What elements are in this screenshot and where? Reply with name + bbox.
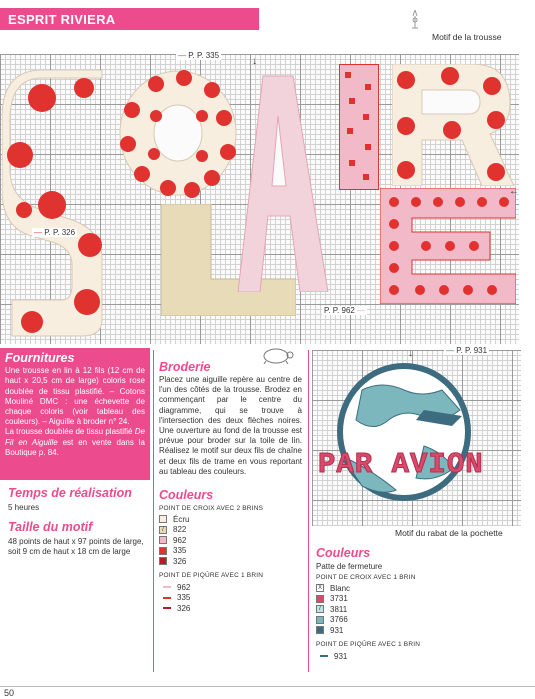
legend-row (159, 525, 189, 536)
legend-row (316, 583, 350, 594)
couleurs1-title: Couleurs (159, 488, 214, 502)
label-pp335: — P. P. 335 (178, 51, 220, 60)
legend-swatch (159, 536, 167, 544)
legend-label: 326 (177, 603, 191, 613)
legend-stitch (320, 655, 328, 657)
legend-stitch (163, 597, 171, 599)
legend-swatch (316, 626, 324, 634)
couleurs1-back-list (159, 582, 190, 614)
divider-1 (153, 350, 154, 672)
section-title: ESPRIT RIVIERA (8, 12, 116, 27)
legend-swatch (159, 515, 167, 523)
par-avion-text: PAR AVION (318, 448, 484, 481)
legend-swatch (316, 595, 324, 603)
legend-swatch: / (159, 526, 167, 534)
broderie-text: Placez une aiguille repère au centre de l'un des côtés de la trousse. Brodez en commençant par le centre du diagramme, qui se trouve à l'intersection des deux flèches noires. Une ouverture au fond de la trousse est prévue pour broder sur la toile de lin. Réalisez le motif sur deux fils de chaîne et deux fils de trame en vous reportant au tableau des couleurs. (159, 375, 302, 476)
legend-label: 822 (173, 525, 187, 535)
page-number: 50 (4, 688, 15, 698)
legend-label: 931 (334, 651, 348, 661)
legend-label: 962 (173, 535, 187, 545)
legend-row (159, 514, 189, 525)
legend-swatch (159, 557, 167, 565)
center-arrow-right-icon: ← (509, 186, 519, 197)
letter-a (218, 66, 338, 292)
fournitures-title: Fournitures (5, 351, 75, 365)
couleurs2-title: Couleurs (316, 546, 371, 560)
main-chart (0, 51, 519, 344)
legend-row (159, 535, 189, 546)
motif-caption: Motif de la trousse (432, 32, 502, 42)
legend-stitch (163, 607, 171, 609)
avion-chart (312, 346, 521, 526)
legend-swatch: X (317, 585, 322, 592)
taille-title: Taille du motif (8, 520, 93, 534)
letter-r (392, 64, 514, 186)
motif2-caption: Motif du rabat de la pochette (395, 528, 503, 538)
couleurs2-sub1: POINT DE CROIX AVEC 1 BRIN (316, 574, 416, 581)
couleurs2-cross-list (316, 583, 350, 636)
label-pp931: — P. P. 931 (446, 346, 488, 355)
fournitures-box (0, 348, 150, 480)
temps-value: 5 heures (8, 503, 40, 512)
legend-label: 335 (177, 593, 191, 603)
temps-title: Temps de réalisation (8, 486, 132, 500)
logo-icon (408, 8, 422, 30)
legend-label: 3766 (330, 615, 348, 625)
couleurs2-sub2: POINT DE PIQÛRE AVEC 1 BRIN (316, 641, 421, 648)
legend-label: 3811 (330, 604, 348, 614)
fournitures-text: Une trousse en lin à 12 fils (12 cm de haut x 20,5 cm de large) coloris rose doublée de tissu plastifié. – Cotons Mouliné DMC : une échevette de chaque coloris (voir tableau des couleurs). – Aiguille à broder n° 24. (5, 366, 145, 427)
legend-stitch (163, 586, 171, 588)
letter-s (2, 70, 114, 344)
legend-swatch (316, 616, 324, 624)
legend-row (316, 651, 347, 662)
couleurs2-back-list (316, 651, 347, 662)
legend-row (159, 556, 189, 567)
legend-label: Blanc (330, 583, 351, 593)
legend-row (316, 594, 350, 605)
fournitures-text2: La trousse doublée de tissu plastifié De Fil en Aiguille est en vente dans la Boutique p. 84. (5, 427, 146, 457)
label-pp326: — P. P. 326 (34, 228, 76, 237)
letter-e (380, 188, 516, 304)
legend-row (159, 593, 190, 604)
couleurs1-sub1: POINT DE CROIX AVEC 2 BRINS (159, 505, 264, 512)
legend-label: 3731 (330, 594, 348, 604)
legend-swatch: / (316, 605, 324, 613)
couleurs1-sub2: POINT DE PIQÛRE AVEC 1 BRIN (159, 572, 264, 579)
legend-label: 326 (173, 556, 187, 566)
legend-row (159, 582, 190, 593)
legend-label: 962 (177, 582, 191, 592)
legend-row (316, 604, 350, 615)
couleurs2-subtitle: Patte de fermeture (316, 562, 383, 571)
legend-row (316, 615, 350, 626)
section-title-bar (0, 8, 259, 30)
legend-swatch (159, 547, 167, 555)
legend-label: Écru (173, 514, 190, 524)
legend-row (159, 546, 189, 557)
taille-text: 48 points de haut x 97 points de large, soit 9 cm de haut x 18 cm de large (8, 537, 144, 557)
divider-2 (308, 350, 309, 672)
center-arrow-avion-icon: ↓ (408, 348, 413, 359)
legend-label: 335 (173, 546, 187, 556)
couleurs1-cross-list (159, 514, 189, 567)
footer-line (0, 686, 535, 687)
label-pp962: P. P. 962 — (324, 306, 366, 315)
broderie-title: Broderie (159, 360, 211, 374)
center-arrow-icon: ↓ (252, 56, 257, 67)
legend-row (159, 603, 190, 614)
letter-i (339, 64, 379, 190)
tortoise-icon (258, 344, 294, 364)
legend-row (316, 625, 350, 636)
legend-label: 931 (330, 625, 344, 635)
